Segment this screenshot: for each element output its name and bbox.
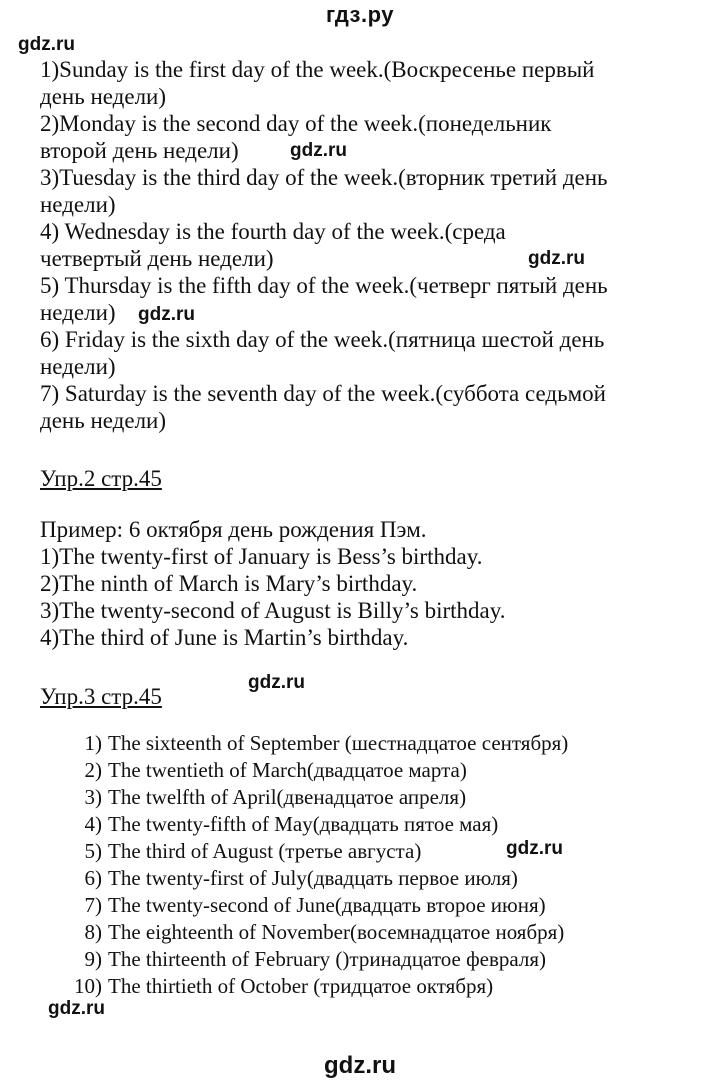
exercise1-line: второй день недели) xyxy=(40,138,239,163)
item-text: The eighteenth of November(восемнадцатое ноября) xyxy=(108,920,565,944)
exercise1-line: 7) Saturday is the seventh day of the week.(суббота седьмой xyxy=(40,381,606,406)
watermark: gdz.ru xyxy=(138,304,195,325)
exercise3-item xyxy=(74,839,421,864)
exercise3-item xyxy=(74,758,467,783)
exercise3-item xyxy=(74,920,564,945)
item-text: The thirteenth of February ()тринадцатое февраля) xyxy=(108,947,547,971)
watermark: gdz.ru xyxy=(528,248,585,269)
item-number: 3) xyxy=(84,785,102,809)
exercise1-line: недели) xyxy=(40,192,116,217)
exercise1-line: недели) xyxy=(40,300,116,325)
footer-watermark: gdz.ru xyxy=(324,1052,396,1079)
watermark: gdz.ru xyxy=(506,838,563,859)
exercise2-heading: Упр.2 стр.45 xyxy=(40,466,162,491)
exercise1-line: 1)Sunday is the first day of the week.(Воскресенье первый xyxy=(40,57,595,82)
exercise2-example: Пример: 6 октября день рождения Пэм. xyxy=(40,517,427,542)
exercise1-line: 4) Wednesday is the fourth day of the week.(среда xyxy=(40,219,506,244)
exercise1-line: 5) Thursday is the fifth day of the week.(четверг пятый день xyxy=(40,273,608,298)
item-text: The twelfth of April(двенадцатое апреля) xyxy=(108,785,467,809)
exercise3-item xyxy=(74,731,568,756)
item-number: 10) xyxy=(74,974,102,998)
item-number: 8) xyxy=(84,920,102,944)
exercise1-line: день недели) xyxy=(40,408,167,433)
exercise3-heading: Упр.3 стр.45 xyxy=(40,684,162,709)
exercise3-item xyxy=(74,866,518,891)
exercise1-line: четвертый день недели) xyxy=(40,246,274,271)
exercise2-line: 4)The third of June is Martin’s birthday. xyxy=(40,625,409,650)
exercise1-line: 2)Monday is the second day of the week.(понедельник xyxy=(40,111,552,136)
exercise1-line: 6) Friday is the sixth day of the week.(пятница шестой день xyxy=(40,327,605,352)
exercise2-line: 3)The twenty-second of August is Billy’s birthday. xyxy=(40,598,506,623)
item-number: 1) xyxy=(84,731,102,755)
exercise1-line: 3)Tuesday is the third day of the week.(вторник третий день xyxy=(40,165,608,190)
item-text: The sixteenth of September (шестнадцатое сентября) xyxy=(108,731,569,755)
watermark: gdz.ru xyxy=(248,672,305,693)
exercise3-item xyxy=(74,893,546,918)
item-text: The thirtieth of October (тридцатое октября) xyxy=(108,974,494,998)
watermark: gdz.ru xyxy=(18,34,75,55)
item-text: The twentieth of March(двадцатое марта) xyxy=(108,758,467,782)
item-number: 9) xyxy=(84,947,102,971)
item-text: The third of August (третье августа) xyxy=(108,839,422,863)
site-title: гдз.ру xyxy=(326,2,394,27)
watermark: gdz.ru xyxy=(48,998,105,1019)
item-text: The twenty-second of June(двадцать второе июня) xyxy=(108,893,546,917)
item-number: 5) xyxy=(84,839,102,863)
exercise1-line: день недели) xyxy=(40,84,167,109)
item-number: 6) xyxy=(84,866,102,890)
exercise3-item xyxy=(74,947,546,972)
exercise1-line: недели) xyxy=(40,354,116,379)
exercise2-line: 2)The ninth of March is Mary’s birthday. xyxy=(40,571,418,596)
exercise3-item xyxy=(74,785,466,810)
exercise3-item xyxy=(74,812,498,837)
item-text: The twenty-first of July(двадцать первое июля) xyxy=(108,866,518,890)
exercise2-line: 1)The twenty-first of January is Bess’s birthday. xyxy=(40,544,483,569)
item-number: 7) xyxy=(84,893,102,917)
item-number: 4) xyxy=(84,812,102,836)
item-text: The twenty-fifth of May(двадцать пятое мая) xyxy=(108,812,499,836)
item-number: 2) xyxy=(84,758,102,782)
exercise3-item xyxy=(74,974,493,999)
watermark: gdz.ru xyxy=(290,140,347,161)
